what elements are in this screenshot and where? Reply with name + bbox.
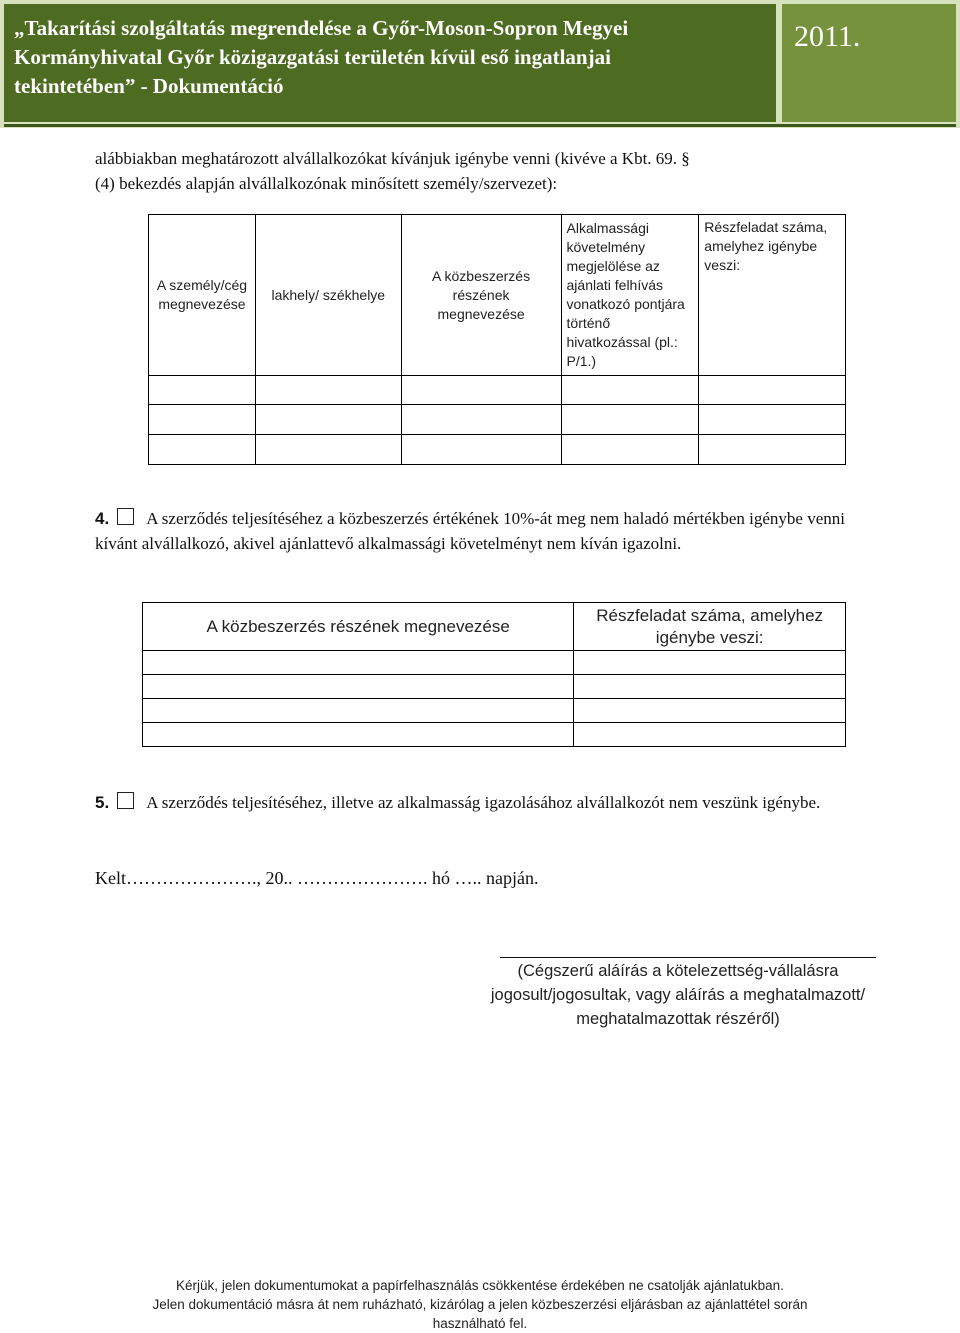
- table-row: [143, 723, 846, 747]
- table-cell[interactable]: [149, 435, 256, 465]
- footer-line-2: Jelen dokumentáció másra át nem ruházható, kizárólag a jelen közbeszerzési eljárásban az ajánlattétel során: [152, 1297, 808, 1312]
- signature-caption: [490, 959, 866, 1031]
- table-row: [149, 435, 846, 465]
- footer-line-3: használható fel.: [432, 1316, 528, 1331]
- col-header-subtask: Részfeladat száma, amelyhez igénybe veszi:: [699, 215, 846, 376]
- table-cell[interactable]: [143, 651, 574, 675]
- intro-line-1: alábbiakban meghatározott alvállalkozókat kívánjuk igénybe venni (kivéve a Kbt. 69. §: [95, 149, 690, 168]
- table-row: [149, 376, 846, 405]
- table-cell[interactable]: [699, 435, 846, 465]
- minor-subcontractor-table: [142, 602, 846, 747]
- table-cell[interactable]: [143, 675, 574, 699]
- table-cell[interactable]: [561, 376, 699, 405]
- header-divider: [4, 124, 956, 127]
- header-year: 2011.: [782, 4, 956, 122]
- table-cell[interactable]: [401, 405, 561, 435]
- title-line-3: tekintetében” - Dokumentáció: [14, 74, 284, 98]
- table-cell[interactable]: [149, 405, 256, 435]
- table-row: [149, 405, 846, 435]
- page-header: [0, 0, 960, 128]
- col-header-address: lakhely/ székhelye: [255, 215, 401, 376]
- title-line-1: „Takarítási szolgáltatás megrendelése a Győr-Moson-Sopron Megyei: [14, 16, 629, 40]
- table-cell[interactable]: [255, 405, 401, 435]
- col-header-part: A közbeszerzés részének megnevezése: [401, 215, 561, 376]
- table-cell[interactable]: [143, 699, 574, 723]
- table-cell[interactable]: [561, 435, 699, 465]
- section-5-number: 5.: [95, 793, 110, 812]
- table-cell[interactable]: [574, 675, 846, 699]
- table-row: [143, 675, 846, 699]
- signature-line: [500, 957, 876, 958]
- table-cell[interactable]: [149, 376, 256, 405]
- table-cell[interactable]: [255, 435, 401, 465]
- table-cell[interactable]: [574, 699, 846, 723]
- signature-line-2: jogosult/jogosultak, vagy aláírás a meghatalmazott/: [490, 986, 866, 1004]
- col-header-requirement: Alkalmassági követelmény megjelölése az ajánlati felhívás vonatkozó pontjára történő hivatkozással (pl.: P/1.): [561, 215, 699, 376]
- table-cell[interactable]: [699, 376, 846, 405]
- table-cell[interactable]: [255, 376, 401, 405]
- col-header-name: A személy/cég megnevezése: [149, 215, 256, 376]
- intro-paragraph: [95, 146, 815, 196]
- section-4-text: A szerződés teljesítéséhez a közbeszerzés értékének 10%-át meg nem haladó mértékben igénybe venni kívánt alvállalkozó, akivel ajánlattevő alkalmassági követelményt nem kíván igazolni.: [95, 509, 845, 553]
- subcontractor-table: [148, 214, 846, 465]
- table-cell[interactable]: [401, 376, 561, 405]
- date-place-line: Kelt…………………., 20.. …………………. hó ….. napján.: [95, 868, 539, 888]
- signature-line-1: (Cégszerű aláírás a kötelezettség-vállalásra: [517, 962, 839, 980]
- section-4-number: 4.: [95, 509, 110, 528]
- section-5: [95, 790, 847, 815]
- title-line-2: Kormányhivatal Győr közigazgatási területén kívül eső ingatlanjai: [14, 45, 611, 69]
- table-header-row: [143, 603, 846, 651]
- col-header-part: A közbeszerzés részének megnevezése: [143, 603, 574, 651]
- section-4: [95, 506, 845, 556]
- table-cell[interactable]: [574, 723, 846, 747]
- col-header-subtask: Részfeladat száma, amelyhez igénybe veszi:: [574, 603, 846, 651]
- document-title: [4, 4, 776, 122]
- footer-line-1: Kérjük, jelen dokumentumokat a papírfelhasználás csökkentése érdekében ne csatolják ajánlatukban.: [176, 1278, 784, 1293]
- table-header-row: [149, 215, 846, 376]
- table-cell[interactable]: [561, 405, 699, 435]
- section-5-text: A szerződés teljesítéséhez, illetve az alkalmasság igazolásához alvállalkozót nem veszünk igénybe.: [146, 793, 821, 812]
- signature-line-3: meghatalmazottak részéről): [576, 1010, 780, 1028]
- intro-line-2: (4) bekezdés alapján alvállalkozónak minősített személy/szervezet):: [95, 174, 558, 193]
- section-5-checkbox[interactable]: [117, 792, 134, 809]
- page-footer: [60, 1276, 900, 1333]
- section-4-checkbox[interactable]: [117, 508, 134, 525]
- table-cell[interactable]: [401, 435, 561, 465]
- table-row: [143, 651, 846, 675]
- table-cell[interactable]: [143, 723, 574, 747]
- table-cell[interactable]: [699, 405, 846, 435]
- table-cell[interactable]: [574, 651, 846, 675]
- table-row: [143, 699, 846, 723]
